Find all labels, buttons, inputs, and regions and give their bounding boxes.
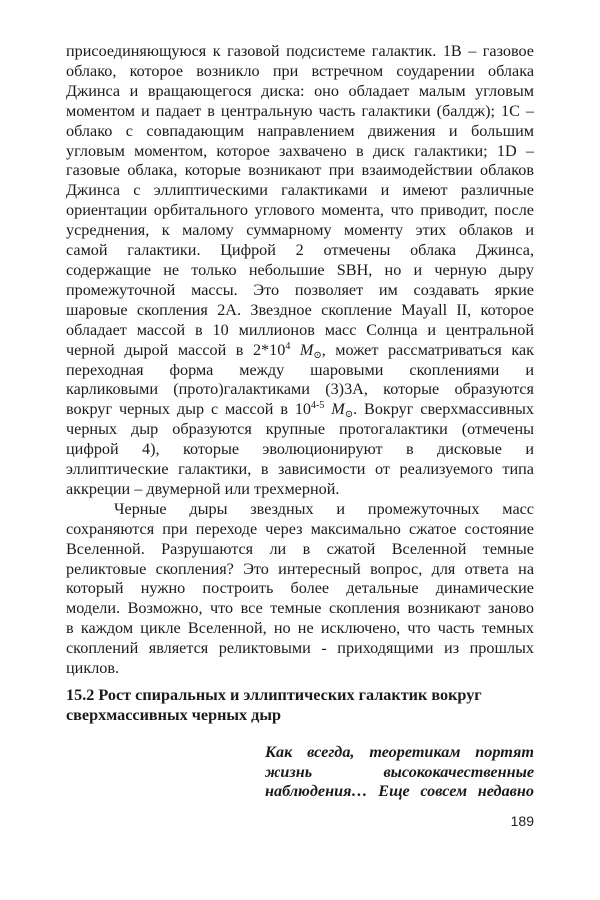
line-text: . Вокруг сверхмассивных <box>353 400 535 419</box>
line-text: , может рассматриваться как <box>321 340 534 359</box>
exponent: 4 <box>285 340 291 352</box>
exponent: 4-5 <box>311 400 325 412</box>
text-line: обладает массой в 10 миллионов масс Солнца и центральной <box>66 320 534 339</box>
text-line: промежуточной массы. Это позволяет им создавать яркие <box>66 280 534 299</box>
text-line: моментом и падает в центральную часть галактики (балдж); 1C – <box>66 101 534 120</box>
paragraph-2 <box>66 500 534 679</box>
section-heading <box>66 685 534 725</box>
epigraph-line: жизнь высококачественные <box>265 762 534 781</box>
text-line: усреднения, к малому суммарному моменту этих облаков и <box>66 221 534 240</box>
text-line: в каждом цикле Вселенной, но не исключено, что часть темных <box>66 619 534 638</box>
text-line: переходная форма между шаровыми скоплениями и <box>66 360 534 379</box>
epigraph-line: Как всегда, теоретикам портят <box>265 743 534 761</box>
text-line: ориентации орбитального углового момента, что приводит, после <box>66 201 534 220</box>
paragraph-1 <box>66 42 534 500</box>
text-line: эллиптические галактики, в зависимости от реализуемого типа <box>66 460 534 479</box>
text-line: черных дыр образуются крупные протогалактики (отмечены <box>66 420 534 439</box>
text-line: угловым моментом, которое захвачено в диск галактики; 1D – <box>66 141 534 160</box>
text-line: циклов. <box>66 659 120 678</box>
text-line: самой галактики. Цифрой 2 отмечены облака Джинса, <box>66 241 534 260</box>
heading-line: сверхмассивных черных дыр <box>66 706 282 724</box>
text-line: облако, которое возникло при встречном соударении облака <box>66 61 534 80</box>
mass-symbol: M <box>331 400 345 419</box>
epigraph <box>265 743 534 802</box>
text-line: сохраняются при переходе через максимально сжатое состояние <box>66 519 534 538</box>
text-line: присоединяющуюся к газовой подсистеме галактик. 1B – газовое <box>66 42 534 60</box>
epigraph-line: наблюдения… Еще совсем недавно <box>265 782 534 800</box>
text-line-solar-mass <box>66 400 534 420</box>
page-number: 189 <box>510 813 534 829</box>
text-line: газовые облака, которые возникают при взаимодействии облаков <box>66 161 534 180</box>
text-line: Джинса и вращающегося диска: оно обладает малым угловым <box>66 81 534 100</box>
text-line: модели. Возможно, что все темные скопления возникают заново <box>66 599 534 618</box>
text-line: Джинса с эллиптическими галактиками и имеют различные <box>66 181 534 200</box>
text-line-solar-mass <box>66 341 534 361</box>
text-line: содержащие не только небольшие SBH, но и черную дыру <box>66 260 534 279</box>
text-line: карликовыми (прото)галактиками (3)3A, которые образуются <box>66 380 534 399</box>
sun-symbol: ⊙ <box>313 349 322 361</box>
text-line: цифрой 4), которые эволюционируют в дисковые и <box>66 440 534 459</box>
heading-line: 15.2 Рост спиральных и эллиптических галактик вокруг <box>66 686 482 704</box>
text-line: шаровые скопления 2A. Звездное скопление Mayall II, которое <box>66 300 534 319</box>
mass-symbol: M <box>299 340 314 359</box>
text-line: реликтовые скопления? Это интересный вопрос, для ответа на <box>66 559 534 578</box>
text-line: который нужно построить более детальные динамические <box>66 579 534 598</box>
body-text <box>66 42 534 679</box>
line-text: черной дырой массой в 2*10 <box>66 340 286 359</box>
line-text: вокруг черных дыр с массой в 10 <box>66 400 312 419</box>
sun-symbol: ⊙ <box>344 409 354 421</box>
text-line: аккреции – двумерной или трехмерной. <box>66 479 340 498</box>
text-line: Вселенной. Разрушаются ли в сжатой Вселенной темные <box>66 539 534 558</box>
text-line: облако с совпадающим направлением движения и большим <box>66 121 534 140</box>
text-line: Черные дыры звездных и промежуточных масс <box>114 499 534 518</box>
text-line: скоплений является реликтовыми - приходящими из прошлых <box>66 639 534 658</box>
